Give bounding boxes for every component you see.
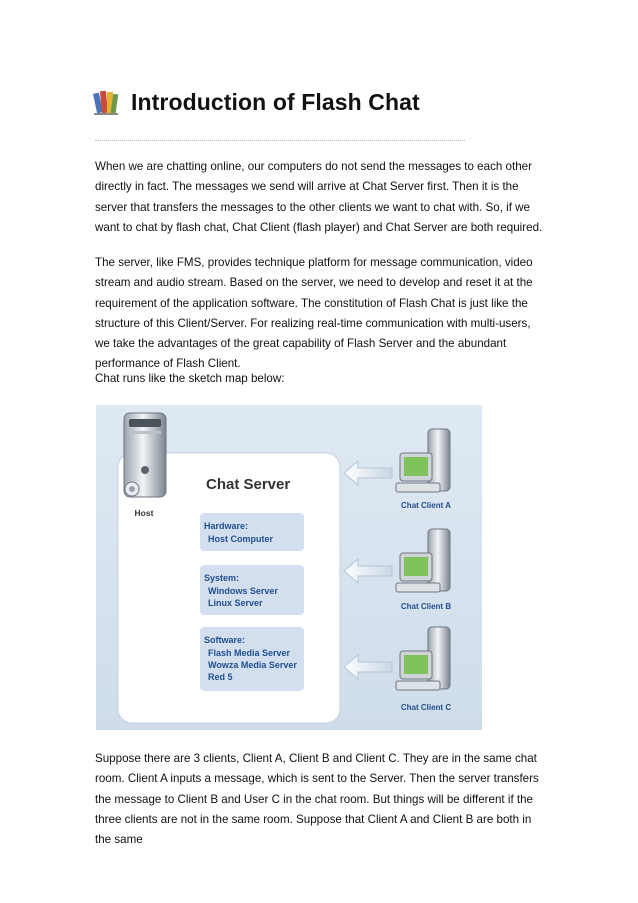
system-heading: System: (204, 573, 240, 583)
page-title: Introduction of Flash Chat (131, 88, 420, 115)
host-label: Host (134, 508, 154, 518)
client-label: Chat Client A (401, 501, 451, 510)
chat-architecture-diagram (96, 405, 482, 730)
software-heading: Software: (204, 635, 246, 645)
client-label: Chat Client C (400, 703, 452, 712)
system-item: Linux Server (208, 598, 263, 608)
paragraph-server: The server, like FMS, provides technique platform for message communication, video stream and audio stream. Based on the server, we need to develop and reset it at the requirement of the application software. The constitution of Flash Chat is just like the structure of this Client/Server. For realizing real-time communication with multi-users, we take the advantages of the great capability of Flash Server and the abundant performance of Flash Client. (95, 256, 533, 371)
host-computer-icon (124, 413, 166, 497)
paragraph-intro: When we are chatting online, our computers do not send the messages to each other directly in fact. The messages we send will arrive at Chat Server first. Then it is the server that transfers the messages to the other clients we want to chat with. So, if we want to chat by flash chat, Chat Client (flash player) and Chat Server are both required. (95, 160, 543, 234)
hardware-item: Host Computer (208, 534, 273, 544)
hardware-heading: Hardware: (204, 521, 249, 531)
paragraph-sketch-intro: Chat runs like the sketch map below: (95, 372, 285, 385)
software-item: Red 5 (208, 672, 233, 682)
title-divider (95, 140, 465, 141)
paragraph-clients: Suppose there are 3 clients, Client A, Client B and Client C. They are in the same chat room. Client A inputs a message, which is sent to the Server. Then the server transfers the message to Client B and User C in the chat room. But things will be different if the three clients are not in the same room. Suppose that Client A and Client B are both in the same (95, 752, 539, 847)
title-row (93, 82, 420, 122)
hardware-box (200, 513, 304, 551)
software-item: Flash Media Server (208, 648, 291, 658)
system-item: Windows Server (208, 586, 278, 596)
books-icon (93, 87, 119, 117)
software-item: Wowza Media Server (208, 660, 297, 670)
client-label: Chat Client B (400, 602, 452, 611)
server-title: Chat Server (206, 476, 291, 493)
